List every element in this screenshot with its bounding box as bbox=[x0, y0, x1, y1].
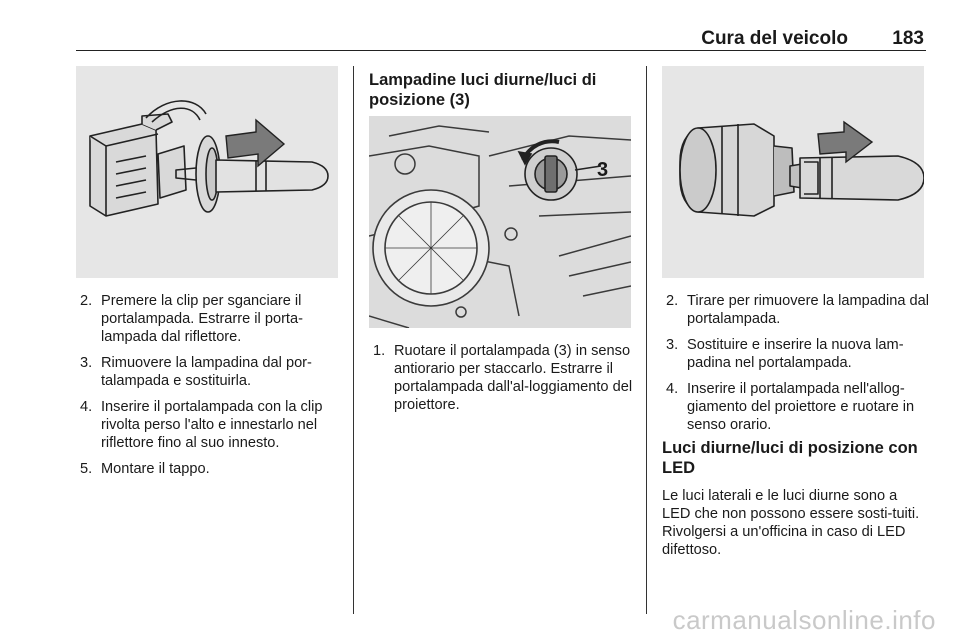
bulb-holder-illustration bbox=[662, 66, 924, 278]
page-header bbox=[76, 26, 926, 51]
page-number: 183 bbox=[892, 28, 924, 49]
column-divider-right bbox=[646, 66, 647, 614]
section-title: Cura del veicolo bbox=[701, 28, 848, 49]
right-steps-list bbox=[662, 292, 930, 442]
figure-callout-number: 3 bbox=[597, 159, 609, 181]
list-item: 5. Montare il tappo. bbox=[80, 461, 210, 477]
watermark: carmanualsonline.info bbox=[672, 605, 936, 635]
led-lights-heading: Luci diurne/luci di posizione con LED bbox=[662, 439, 918, 477]
list-item: 3. Sostituire e inserire la nuova lam-padina nel portalampada. bbox=[666, 337, 904, 371]
headlamp-illustration bbox=[369, 116, 631, 328]
bulb-removal-illustration bbox=[76, 66, 338, 278]
bulb-holder-removal-icon bbox=[662, 66, 924, 278]
led-lights-paragraph: Le luci laterali e le luci diurne sono a LED che non possono essere sosti-tuiti. Rivolgersi a un'officina in caso di LED difettoso. bbox=[662, 488, 920, 558]
list-item: 2. Tirare per rimuovere la lampadina dal portalampada. bbox=[666, 293, 929, 327]
middle-steps-list bbox=[369, 342, 637, 422]
list-item: 3. Rimuovere la lampadina dal por-talampada e sostituirla. bbox=[80, 355, 312, 389]
headlamp-rear-view-icon bbox=[369, 116, 631, 328]
list-item: 2. Premere la clip per sganciare il portalampada. Estrarre il porta-lampada dal riflettore. bbox=[80, 293, 303, 345]
left-steps-list bbox=[76, 292, 344, 486]
daytime-lights-heading: Lampadine luci diurne/luci di posizione (3) bbox=[369, 71, 597, 109]
list-item: 4. Inserire il portalampada nell'allog-giamento del proiettore e ruotare in senso orario. bbox=[666, 381, 915, 433]
headlamp-bulb-removal-icon bbox=[76, 66, 338, 278]
column-divider-left bbox=[353, 66, 354, 614]
list-item: 1. Ruotare il portalampada (3) in senso antiorario per staccarlo. Estrarre il portalampada dall'al-loggiamento del proiettore. bbox=[373, 343, 633, 413]
list-item: 4. Inserire il portalampada con la clip rivolta perso l'alto e innestarlo nel riflettore fino al suo innesto. bbox=[80, 399, 323, 451]
